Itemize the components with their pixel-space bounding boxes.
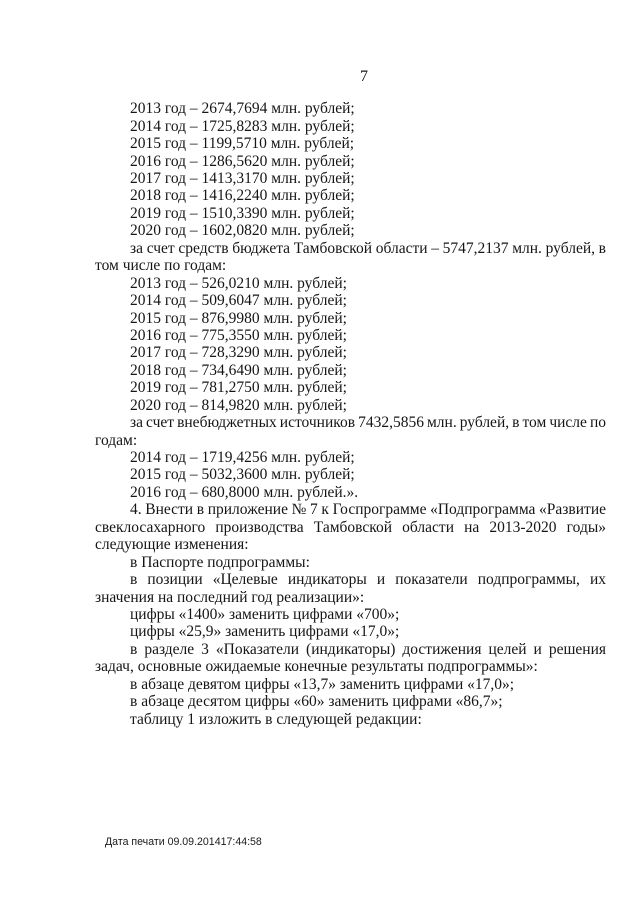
item-4-line: свеклосахарного производства Тамбовской области на 2013-2020 годы» bbox=[95, 518, 606, 536]
regional-budget-intro-continuation: том числе по годам: bbox=[95, 257, 227, 275]
passport-change-line: цифры «1400» заменить цифрами «700»; bbox=[130, 605, 400, 623]
regional-year-line: 2018 год – 734,6490 млн. рублей; bbox=[130, 361, 347, 379]
section-3-line: в разделе 3 «Показатели (индикаторы) достижения целей и решения bbox=[130, 640, 606, 658]
regional-year-line: 2014 год – 509,6047 млн. рублей; bbox=[130, 292, 347, 310]
funding-year-line: 2018 год – 1416,2240 млн. рублей; bbox=[130, 187, 355, 205]
section-3-line: задач, основные ожидаемые конечные результаты подпрограммы»: bbox=[95, 658, 538, 676]
passport-change-line: цифры «25,9» заменить цифрами «17,0»; bbox=[130, 623, 400, 641]
item-4-line: следующие изменения: bbox=[95, 536, 249, 554]
regional-year-line: 2013 год – 526,0210 млн. рублей; bbox=[130, 274, 347, 292]
regional-budget-intro: за счет средств бюджета Тамбовской области – 5747,2137 млн. рублей, в bbox=[130, 239, 606, 257]
document-body bbox=[0, 100, 640, 728]
section-3-change-line: в абзаце девятом цифры «13,7» заменить цифрами «17,0»; bbox=[130, 675, 515, 693]
funding-year-line: 2015 год – 1199,5710 млн. рублей; bbox=[130, 135, 355, 153]
funding-year-line: 2014 год – 1725,8283 млн. рублей; bbox=[130, 117, 355, 135]
page-number: 7 bbox=[360, 68, 368, 85]
funding-year-line: 2020 год – 1602,0820 млн. рублей; bbox=[130, 222, 355, 240]
extrabudgetary-year-line: 2016 год – 680,8000 млн. рублей.». bbox=[130, 483, 359, 501]
table-1-instruction: таблицу 1 изложить в следующей редакции: bbox=[130, 710, 422, 728]
regional-year-line: 2015 год – 876,9980 млн. рублей; bbox=[130, 309, 347, 327]
passport-heading: в Паспорте подпрограммы: bbox=[130, 553, 310, 571]
extrabudgetary-intro-continuation: годам: bbox=[95, 431, 138, 449]
funding-year-line: 2019 год – 1510,3390 млн. рублей; bbox=[130, 204, 355, 222]
print-date-footer: Дата печати 09.09.201417:44:58 bbox=[105, 836, 262, 848]
item-4-line: 4. Внести в приложение № 7 к Госпрограмме «Подпрограмма «Развитие bbox=[130, 501, 606, 519]
regional-year-line: 2017 год – 728,3290 млн. рублей; bbox=[130, 344, 347, 362]
passport-position-line: значения на последний год реализации»: bbox=[95, 588, 365, 606]
regional-year-line: 2020 год – 814,9820 млн. рублей; bbox=[130, 396, 347, 414]
funding-year-line: 2017 год – 1413,3170 млн. рублей; bbox=[130, 170, 355, 188]
extrabudgetary-year-line: 2014 год – 1719,4256 млн. рублей; bbox=[130, 449, 355, 467]
passport-position-line: в позиции «Целевые индикаторы и показатели подпрограммы, их bbox=[130, 571, 606, 589]
funding-year-line: 2013 год – 2674,7694 млн. рублей; bbox=[130, 100, 355, 118]
section-3-change-line: в абзаце десятом цифры «60» заменить цифрами «86,7»; bbox=[130, 693, 503, 711]
funding-year-line: 2016 год – 1286,5620 млн. рублей; bbox=[130, 152, 355, 170]
regional-year-line: 2019 год – 781,2750 млн. рублей; bbox=[130, 379, 347, 397]
regional-year-line: 2016 год – 775,3550 млн. рублей; bbox=[130, 326, 347, 344]
extrabudgetary-year-line: 2015 год – 5032,3600 млн. рублей; bbox=[130, 466, 355, 484]
extrabudgetary-intro: за счет внебюджетных источников 7432,5856 млн. рублей, в том числе по bbox=[130, 414, 606, 432]
